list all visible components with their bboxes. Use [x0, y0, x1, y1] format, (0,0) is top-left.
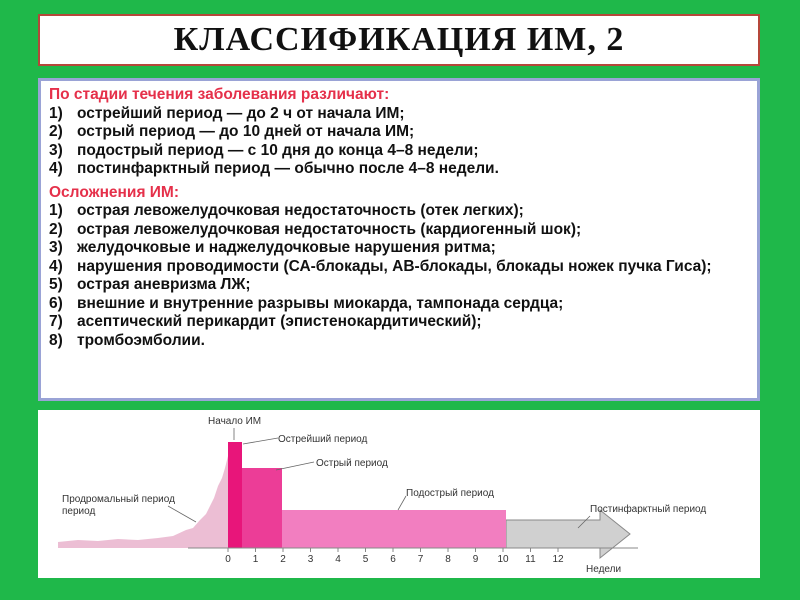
- list-item: [49, 332, 749, 351]
- list-item-text: постинфарктный период — обычно после 4–8 недели.: [77, 160, 499, 177]
- list-item-number: 3): [49, 141, 63, 159]
- list-item-number: 3): [49, 239, 63, 256]
- complications-list: [49, 202, 749, 350]
- label-prodromal: Продромальный период: [62, 494, 175, 505]
- list-item-text: подострый период — с 10 дня до конца 4–8 недели;: [77, 141, 479, 159]
- list-item: [49, 276, 749, 295]
- list-item: [49, 142, 749, 161]
- list-item-number: 2): [49, 123, 63, 140]
- stages-list: [49, 105, 749, 179]
- axis-tick-label: 7: [417, 554, 424, 565]
- axis-tick-label: 1: [252, 554, 259, 565]
- list-item: [49, 105, 749, 124]
- axis-tick-label: 0: [225, 554, 231, 565]
- content-box: [38, 78, 760, 401]
- list-item: [49, 295, 749, 314]
- list-item-text: асептический перикардит (эпистенокардитический);: [77, 313, 482, 330]
- stages-diagram-svg: [38, 410, 760, 578]
- list-item: [49, 221, 749, 240]
- label-postinfarct: Постинфарктный период: [590, 504, 707, 515]
- leader-acute: [276, 462, 314, 470]
- axis-tick-label: 2: [280, 554, 286, 565]
- list-item-number: 8): [49, 331, 63, 349]
- list-item-number: 4): [49, 257, 63, 275]
- list-item-number: 7): [49, 313, 63, 330]
- leader-most-acute: [243, 438, 278, 444]
- list-item-text: внешние и внутренние разрывы миокарда, тампонада сердца;: [77, 294, 564, 312]
- list-item-text: острая левожелудочковая недостаточность (отек легких);: [77, 202, 524, 219]
- list-item-text: тромбоэмболии.: [77, 331, 205, 349]
- list-item: [49, 239, 749, 258]
- postinfarct-band: [506, 510, 630, 558]
- complications-header: Осложнения ИМ:: [49, 183, 180, 201]
- label-most-acute: Острейший период: [278, 434, 368, 445]
- list-item-text: острейший период — до 2 ч от начала ИМ;: [77, 104, 405, 122]
- list-item-number: 2): [49, 220, 63, 238]
- axis-tick-label: 11: [525, 554, 536, 565]
- list-item-number: 6): [49, 294, 63, 312]
- axis-tick-label: 10: [497, 554, 509, 565]
- acute-bar: [242, 468, 282, 548]
- page-title: КЛАССИФИКАЦИЯ ИМ, 2: [173, 21, 625, 58]
- leader-subacute: [398, 496, 406, 510]
- list-item-number: 4): [49, 160, 63, 177]
- list-item: [49, 313, 749, 332]
- axis-tick-label: 3: [307, 554, 314, 565]
- label-prodromal-2: период: [62, 506, 96, 517]
- axis-title: Недели: [586, 564, 622, 575]
- list-item-text: острая аневризма ЛЖ;: [77, 276, 251, 293]
- list-item: [49, 160, 749, 179]
- list-item-number: 1): [49, 104, 63, 122]
- list-item: [49, 202, 749, 221]
- list-item: [49, 123, 749, 142]
- subacute-bar: [282, 510, 506, 548]
- label-acute: Острый период: [316, 458, 388, 469]
- list-item: [49, 258, 749, 277]
- axis-tick-label: 9: [472, 554, 479, 565]
- label-subacute: Подострый период: [406, 488, 494, 499]
- leader-prodromal: [168, 506, 196, 522]
- title-box: [38, 14, 760, 66]
- axis-tick-label: 4: [335, 554, 341, 565]
- stages-diagram: [38, 410, 760, 578]
- list-item-text: острая левожелудочковая недостаточность (кардиогенный шок);: [77, 220, 582, 238]
- list-item-text: желудочковые и наджелудочковые нарушения ритма;: [77, 239, 496, 256]
- most-acute-bar: [228, 442, 242, 548]
- list-item-number: 1): [49, 202, 63, 219]
- axis-tick-label: 6: [390, 554, 396, 565]
- axis-tick-label: 12: [552, 554, 564, 565]
- list-item-text: острый период — до 10 дней от начала ИМ;: [77, 123, 415, 140]
- axis-tick-label: 5: [362, 554, 369, 565]
- axis-tick-label: 8: [445, 554, 451, 565]
- stages-header: По стадии течения заболевания различают:: [49, 86, 390, 103]
- label-onset: Начало ИМ: [208, 416, 262, 427]
- list-item-text: нарушения проводимости (СА-блокады, АВ-блокады, блокады ножек пучка Гиса);: [77, 257, 712, 275]
- list-item-number: 5): [49, 276, 63, 293]
